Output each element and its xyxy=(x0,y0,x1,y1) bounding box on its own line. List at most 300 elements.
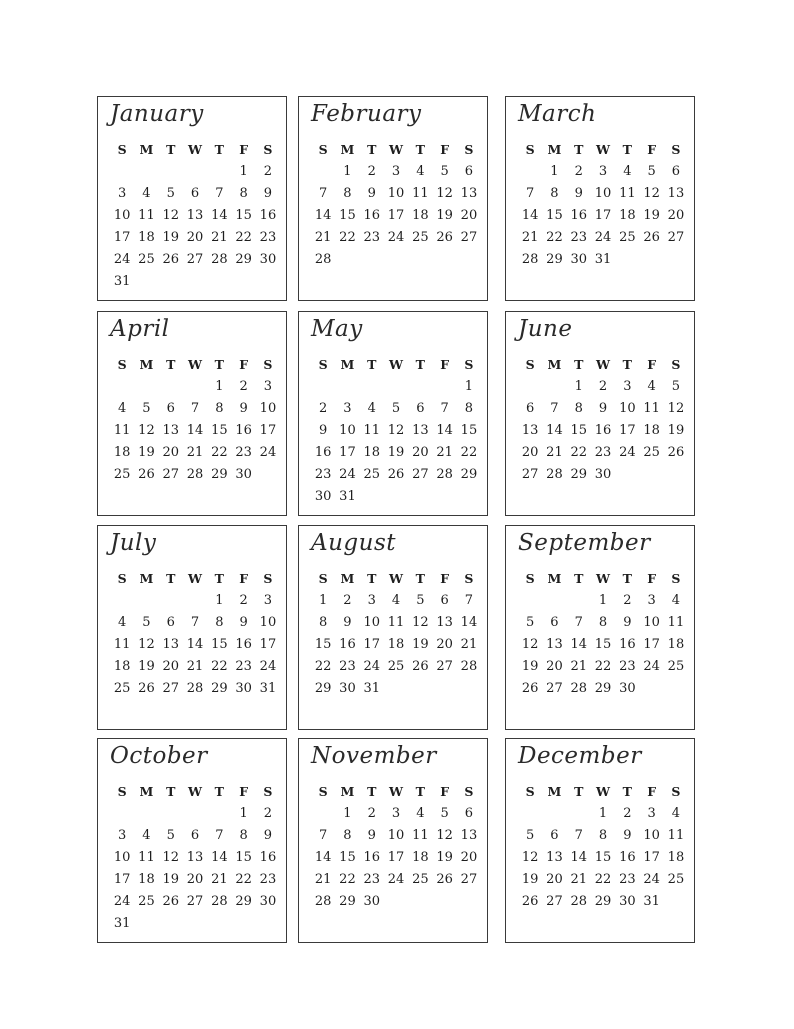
day-cell: 4 xyxy=(118,401,127,416)
week-row xyxy=(311,227,481,249)
day-cell: 21 xyxy=(546,445,563,460)
day-cell: 26 xyxy=(138,467,155,482)
day-cell: 15 xyxy=(339,850,356,865)
day-cell: 14 xyxy=(570,850,588,865)
day-cell: 6 xyxy=(190,828,200,843)
day-cell: 11 xyxy=(113,423,131,438)
day-cell: 23 xyxy=(235,445,252,460)
weekday-header: M xyxy=(139,571,154,586)
weekday-header: T xyxy=(415,784,425,799)
week-row xyxy=(110,678,280,700)
day-cell: 25 xyxy=(113,467,131,482)
weekday-header: W xyxy=(188,571,203,586)
day-cell: 22 xyxy=(211,659,228,674)
weekday-header: T xyxy=(166,784,176,799)
week-row xyxy=(518,869,688,891)
day-cell: 12 xyxy=(436,186,453,201)
day-cell: 16 xyxy=(259,850,277,865)
weekday-header: S xyxy=(318,142,328,157)
day-cell: 22 xyxy=(235,230,252,245)
day-grid xyxy=(311,139,481,271)
day-cell: 13 xyxy=(460,828,478,843)
weekday-header: T xyxy=(214,571,224,586)
day-cell: 10 xyxy=(259,401,277,416)
week-row xyxy=(311,803,481,825)
day-cell: 3 xyxy=(391,806,401,821)
day-cell: 8 xyxy=(215,401,224,416)
day-cell: 27 xyxy=(186,252,204,267)
day-cell: 27 xyxy=(162,467,180,482)
weekday-header: S xyxy=(464,784,474,799)
weekday-header: S xyxy=(671,142,681,157)
weekday-header: M xyxy=(340,571,355,586)
day-cell: 24 xyxy=(387,230,405,245)
day-cell: 14 xyxy=(186,423,204,438)
day-cell: 29 xyxy=(211,467,228,482)
day-cell: 15 xyxy=(594,850,612,865)
weekday-header: S xyxy=(117,784,127,799)
month-card-october xyxy=(97,738,287,943)
day-cell: 7 xyxy=(440,401,449,416)
day-cell: 11 xyxy=(138,208,155,223)
weekday-header: S xyxy=(525,142,535,157)
day-cell: 11 xyxy=(363,423,381,438)
day-cell: 7 xyxy=(190,401,200,416)
day-grid xyxy=(311,354,481,508)
day-cell: 28 xyxy=(436,467,453,482)
week-row xyxy=(110,161,280,183)
day-cell: 1 xyxy=(239,164,248,179)
day-cell: 4 xyxy=(142,186,151,201)
day-cell: 20 xyxy=(436,637,453,652)
weekday-header: S xyxy=(117,142,127,157)
day-grid xyxy=(110,139,280,293)
day-cell: 1 xyxy=(598,593,608,608)
day-cell: 29 xyxy=(314,681,332,696)
weekday-header: F xyxy=(239,357,249,372)
day-cell: 4 xyxy=(647,379,656,394)
day-cell: 30 xyxy=(259,252,277,267)
weekday-header: M xyxy=(340,142,355,157)
day-cell: 5 xyxy=(440,164,449,179)
day-grid xyxy=(110,568,280,700)
day-cell: 7 xyxy=(215,828,224,843)
day-cell: 15 xyxy=(460,423,478,438)
day-cell: 8 xyxy=(319,615,328,630)
week-row xyxy=(311,678,481,700)
day-cell: 13 xyxy=(162,637,180,652)
week-row xyxy=(518,847,688,869)
weekday-header: F xyxy=(647,571,657,586)
day-cell: 10 xyxy=(363,615,381,630)
week-row xyxy=(110,590,280,612)
week-row xyxy=(110,612,280,634)
day-cell: 26 xyxy=(643,230,660,245)
day-cell: 5 xyxy=(440,806,449,821)
day-cell: 24 xyxy=(619,445,636,460)
week-row xyxy=(518,227,688,249)
day-cell: 14 xyxy=(546,423,563,438)
week-row xyxy=(311,869,481,891)
day-cell: 9 xyxy=(623,615,632,630)
day-cell: 16 xyxy=(619,850,636,865)
weekday-header: S xyxy=(525,571,535,586)
week-row xyxy=(110,656,280,678)
day-cell: 1 xyxy=(343,164,352,179)
weekday-header: S xyxy=(671,357,681,372)
day-cell: 16 xyxy=(259,208,277,223)
day-cell: 25 xyxy=(138,252,155,267)
day-cell: 14 xyxy=(211,850,228,865)
day-cell: 16 xyxy=(363,208,381,223)
day-cell: 5 xyxy=(526,828,535,843)
day-cell: 14 xyxy=(186,637,204,652)
weekday-header-row xyxy=(311,781,481,803)
day-cell: 22 xyxy=(460,445,478,460)
weekday-header: M xyxy=(340,784,355,799)
day-cell: 5 xyxy=(166,828,175,843)
weekday-header: W xyxy=(389,142,404,157)
day-cell: 15 xyxy=(211,637,228,652)
week-row xyxy=(518,634,688,656)
month-card-may xyxy=(298,311,488,516)
day-cell: 13 xyxy=(412,423,429,438)
day-cell: 28 xyxy=(211,252,228,267)
day-cell: 2 xyxy=(319,401,328,416)
day-cell: 21 xyxy=(314,872,332,887)
weekday-header: F xyxy=(239,571,249,586)
week-row xyxy=(518,183,688,205)
day-cell: 4 xyxy=(391,593,401,608)
day-cell: 23 xyxy=(619,659,636,674)
day-cell: 1 xyxy=(239,806,248,821)
day-cell: 2 xyxy=(574,164,583,179)
day-cell: 11 xyxy=(387,615,405,630)
week-row xyxy=(110,803,280,825)
day-cell: 22 xyxy=(339,872,356,887)
weekday-header: T xyxy=(574,784,584,799)
day-cell: 20 xyxy=(162,445,180,460)
day-cell: 6 xyxy=(166,615,175,630)
day-cell: 13 xyxy=(521,423,539,438)
day-cell: 16 xyxy=(314,445,332,460)
day-cell: 6 xyxy=(550,615,559,630)
day-cell: 18 xyxy=(643,423,660,438)
weekday-header: T xyxy=(415,357,425,372)
day-cell: 9 xyxy=(623,828,632,843)
day-cell: 2 xyxy=(367,806,376,821)
week-row xyxy=(518,420,688,442)
day-cell: 9 xyxy=(343,615,352,630)
day-cell: 16 xyxy=(339,637,356,652)
week-row xyxy=(311,656,481,678)
weekday-header: S xyxy=(464,357,474,372)
day-cell: 23 xyxy=(570,230,588,245)
day-cell: 30 xyxy=(570,252,588,267)
day-cell: 1 xyxy=(550,164,559,179)
day-cell: 5 xyxy=(416,593,425,608)
day-cell: 19 xyxy=(162,230,180,245)
day-cell: 24 xyxy=(113,894,131,909)
day-cell: 3 xyxy=(263,593,273,608)
day-cell: 26 xyxy=(412,659,429,674)
weekday-header: S xyxy=(525,784,535,799)
day-cell: 10 xyxy=(259,615,277,630)
month-title: April xyxy=(110,316,170,342)
week-row xyxy=(110,183,280,205)
day-cell: 12 xyxy=(436,828,453,843)
day-cell: 14 xyxy=(521,208,539,223)
day-cell: 20 xyxy=(460,208,478,223)
day-cell: 31 xyxy=(643,894,660,909)
day-cell: 10 xyxy=(113,208,131,223)
week-row xyxy=(518,825,688,847)
weekday-header: S xyxy=(263,142,273,157)
day-cell: 25 xyxy=(667,659,685,674)
weekday-header: W xyxy=(596,357,611,372)
day-cell: 20 xyxy=(186,872,204,887)
day-cell: 20 xyxy=(162,659,180,674)
month-title: January xyxy=(110,101,204,127)
day-cell: 21 xyxy=(211,230,228,245)
day-cell: 21 xyxy=(211,872,228,887)
week-row xyxy=(311,486,481,508)
day-cell: 5 xyxy=(166,186,175,201)
day-cell: 10 xyxy=(387,186,405,201)
day-cell: 27 xyxy=(436,659,453,674)
day-cell: 28 xyxy=(460,659,478,674)
weekday-header: F xyxy=(647,784,657,799)
week-row xyxy=(110,271,280,293)
weekday-header: T xyxy=(622,142,632,157)
weekday-header: T xyxy=(574,357,584,372)
day-cell: 6 xyxy=(550,828,559,843)
day-cell: 21 xyxy=(436,445,453,460)
day-cell: 24 xyxy=(643,872,660,887)
weekday-header: T xyxy=(367,784,377,799)
day-cell: 24 xyxy=(113,252,131,267)
day-cell: 23 xyxy=(363,872,381,887)
day-cell: 18 xyxy=(113,659,131,674)
day-cell: 4 xyxy=(416,806,425,821)
day-cell: 13 xyxy=(546,637,563,652)
month-title: March xyxy=(518,101,597,127)
week-row xyxy=(311,161,481,183)
week-row xyxy=(311,891,481,913)
day-cell: 10 xyxy=(113,850,131,865)
day-cell: 24 xyxy=(339,467,356,482)
day-cell: 15 xyxy=(235,850,252,865)
day-cell: 31 xyxy=(259,681,277,696)
day-cell: 30 xyxy=(314,489,332,504)
day-cell: 6 xyxy=(464,806,474,821)
week-row xyxy=(311,590,481,612)
day-cell: 14 xyxy=(211,208,228,223)
day-cell: 13 xyxy=(186,850,204,865)
week-row xyxy=(110,634,280,656)
day-cell: 1 xyxy=(598,806,608,821)
day-cell: 2 xyxy=(343,593,352,608)
day-cell: 29 xyxy=(235,252,252,267)
weekday-header: T xyxy=(574,142,584,157)
weekday-header-row xyxy=(110,568,280,590)
week-row xyxy=(110,376,280,398)
week-row xyxy=(311,205,481,227)
day-cell: 19 xyxy=(138,445,155,460)
day-cell: 31 xyxy=(113,274,131,289)
weekday-header: W xyxy=(596,142,611,157)
week-row xyxy=(518,612,688,634)
weekday-header: M xyxy=(547,357,562,372)
day-cell: 18 xyxy=(138,230,155,245)
day-cell: 5 xyxy=(391,401,401,416)
day-cell: 3 xyxy=(623,379,632,394)
day-cell: 26 xyxy=(521,894,539,909)
day-cell: 18 xyxy=(363,445,381,460)
day-cell: 17 xyxy=(387,850,405,865)
day-cell: 18 xyxy=(619,208,636,223)
day-cell: 8 xyxy=(574,401,583,416)
day-cell: 15 xyxy=(339,208,356,223)
weekday-header: M xyxy=(340,357,355,372)
week-row xyxy=(110,205,280,227)
day-cell: 8 xyxy=(239,186,248,201)
day-cell: 16 xyxy=(619,637,636,652)
day-cell: 28 xyxy=(570,894,588,909)
weekday-header: S xyxy=(263,357,273,372)
day-cell: 10 xyxy=(387,828,405,843)
weekday-header: S xyxy=(263,571,273,586)
week-row xyxy=(311,464,481,486)
day-cell: 20 xyxy=(546,659,563,674)
day-cell: 24 xyxy=(259,445,277,460)
day-cell: 21 xyxy=(570,659,588,674)
weekday-header: S xyxy=(671,784,681,799)
day-cell: 19 xyxy=(521,659,539,674)
day-cell: 16 xyxy=(594,423,612,438)
day-cell: 16 xyxy=(235,423,252,438)
month-card-january xyxy=(97,96,287,301)
day-cell: 9 xyxy=(263,828,273,843)
day-cell: 1 xyxy=(343,806,352,821)
day-cell: 8 xyxy=(215,615,224,630)
day-cell: 4 xyxy=(142,828,151,843)
day-cell: 29 xyxy=(211,681,228,696)
day-cell: 30 xyxy=(363,894,381,909)
weekday-header: W xyxy=(389,784,404,799)
weekday-header: S xyxy=(318,357,328,372)
day-cell: 25 xyxy=(412,230,429,245)
weekday-header-row xyxy=(110,139,280,161)
day-cell: 9 xyxy=(239,615,248,630)
month-title: October xyxy=(110,743,208,769)
day-cell: 3 xyxy=(118,186,127,201)
day-cell: 9 xyxy=(367,828,376,843)
month-card-september xyxy=(505,525,695,730)
day-cell: 25 xyxy=(387,659,405,674)
weekday-header: T xyxy=(415,571,425,586)
day-cell: 23 xyxy=(619,872,636,887)
day-cell: 6 xyxy=(166,401,175,416)
day-cell: 26 xyxy=(436,230,453,245)
weekday-header: T xyxy=(622,784,632,799)
day-cell: 1 xyxy=(574,379,583,394)
day-cell: 22 xyxy=(235,872,252,887)
day-cell: 10 xyxy=(619,401,636,416)
day-cell: 25 xyxy=(643,445,660,460)
day-cell: 27 xyxy=(667,230,685,245)
day-cell: 9 xyxy=(367,186,376,201)
day-cell: 10 xyxy=(643,828,660,843)
day-cell: 8 xyxy=(598,615,608,630)
day-cell: 22 xyxy=(594,659,612,674)
month-card-august xyxy=(298,525,488,730)
day-cell: 17 xyxy=(643,850,660,865)
weekday-header: T xyxy=(166,142,176,157)
day-grid xyxy=(518,781,688,913)
day-cell: 19 xyxy=(162,872,180,887)
weekday-header: F xyxy=(647,142,657,157)
week-row xyxy=(518,464,688,486)
day-cell: 26 xyxy=(667,445,685,460)
day-cell: 4 xyxy=(367,401,376,416)
day-cell: 27 xyxy=(162,681,180,696)
day-cell: 22 xyxy=(211,445,228,460)
day-cell: 26 xyxy=(162,894,180,909)
weekday-header-row xyxy=(311,139,481,161)
day-cell: 6 xyxy=(526,401,535,416)
day-cell: 11 xyxy=(412,186,429,201)
week-row xyxy=(110,249,280,271)
day-cell: 12 xyxy=(387,423,405,438)
day-cell: 28 xyxy=(521,252,539,267)
day-cell: 4 xyxy=(623,164,632,179)
day-cell: 10 xyxy=(643,615,660,630)
day-cell: 19 xyxy=(521,872,539,887)
day-cell: 1 xyxy=(464,379,474,394)
day-cell: 12 xyxy=(521,637,539,652)
week-row xyxy=(518,656,688,678)
day-cell: 11 xyxy=(113,637,131,652)
weekday-header-row xyxy=(518,781,688,803)
weekday-header: S xyxy=(671,571,681,586)
day-cell: 21 xyxy=(314,230,332,245)
day-cell: 30 xyxy=(619,894,636,909)
day-cell: 15 xyxy=(546,208,563,223)
day-cell: 12 xyxy=(162,208,180,223)
day-cell: 25 xyxy=(412,872,429,887)
day-cell: 18 xyxy=(387,637,405,652)
day-cell: 11 xyxy=(667,615,685,630)
weekday-header: M xyxy=(139,357,154,372)
day-cell: 18 xyxy=(113,445,131,460)
day-cell: 27 xyxy=(521,467,539,482)
day-cell: 11 xyxy=(412,828,429,843)
day-cell: 14 xyxy=(436,423,453,438)
day-cell: 13 xyxy=(460,186,478,201)
day-cell: 31 xyxy=(339,489,356,504)
weekday-header: T xyxy=(166,571,176,586)
day-cell: 13 xyxy=(186,208,204,223)
month-card-february xyxy=(298,96,488,301)
day-cell: 14 xyxy=(314,208,332,223)
day-cell: 10 xyxy=(594,186,612,201)
weekday-header: T xyxy=(367,571,377,586)
day-cell: 28 xyxy=(186,681,204,696)
weekday-header: F xyxy=(440,357,450,372)
day-cell: 29 xyxy=(594,681,612,696)
day-cell: 23 xyxy=(259,872,277,887)
